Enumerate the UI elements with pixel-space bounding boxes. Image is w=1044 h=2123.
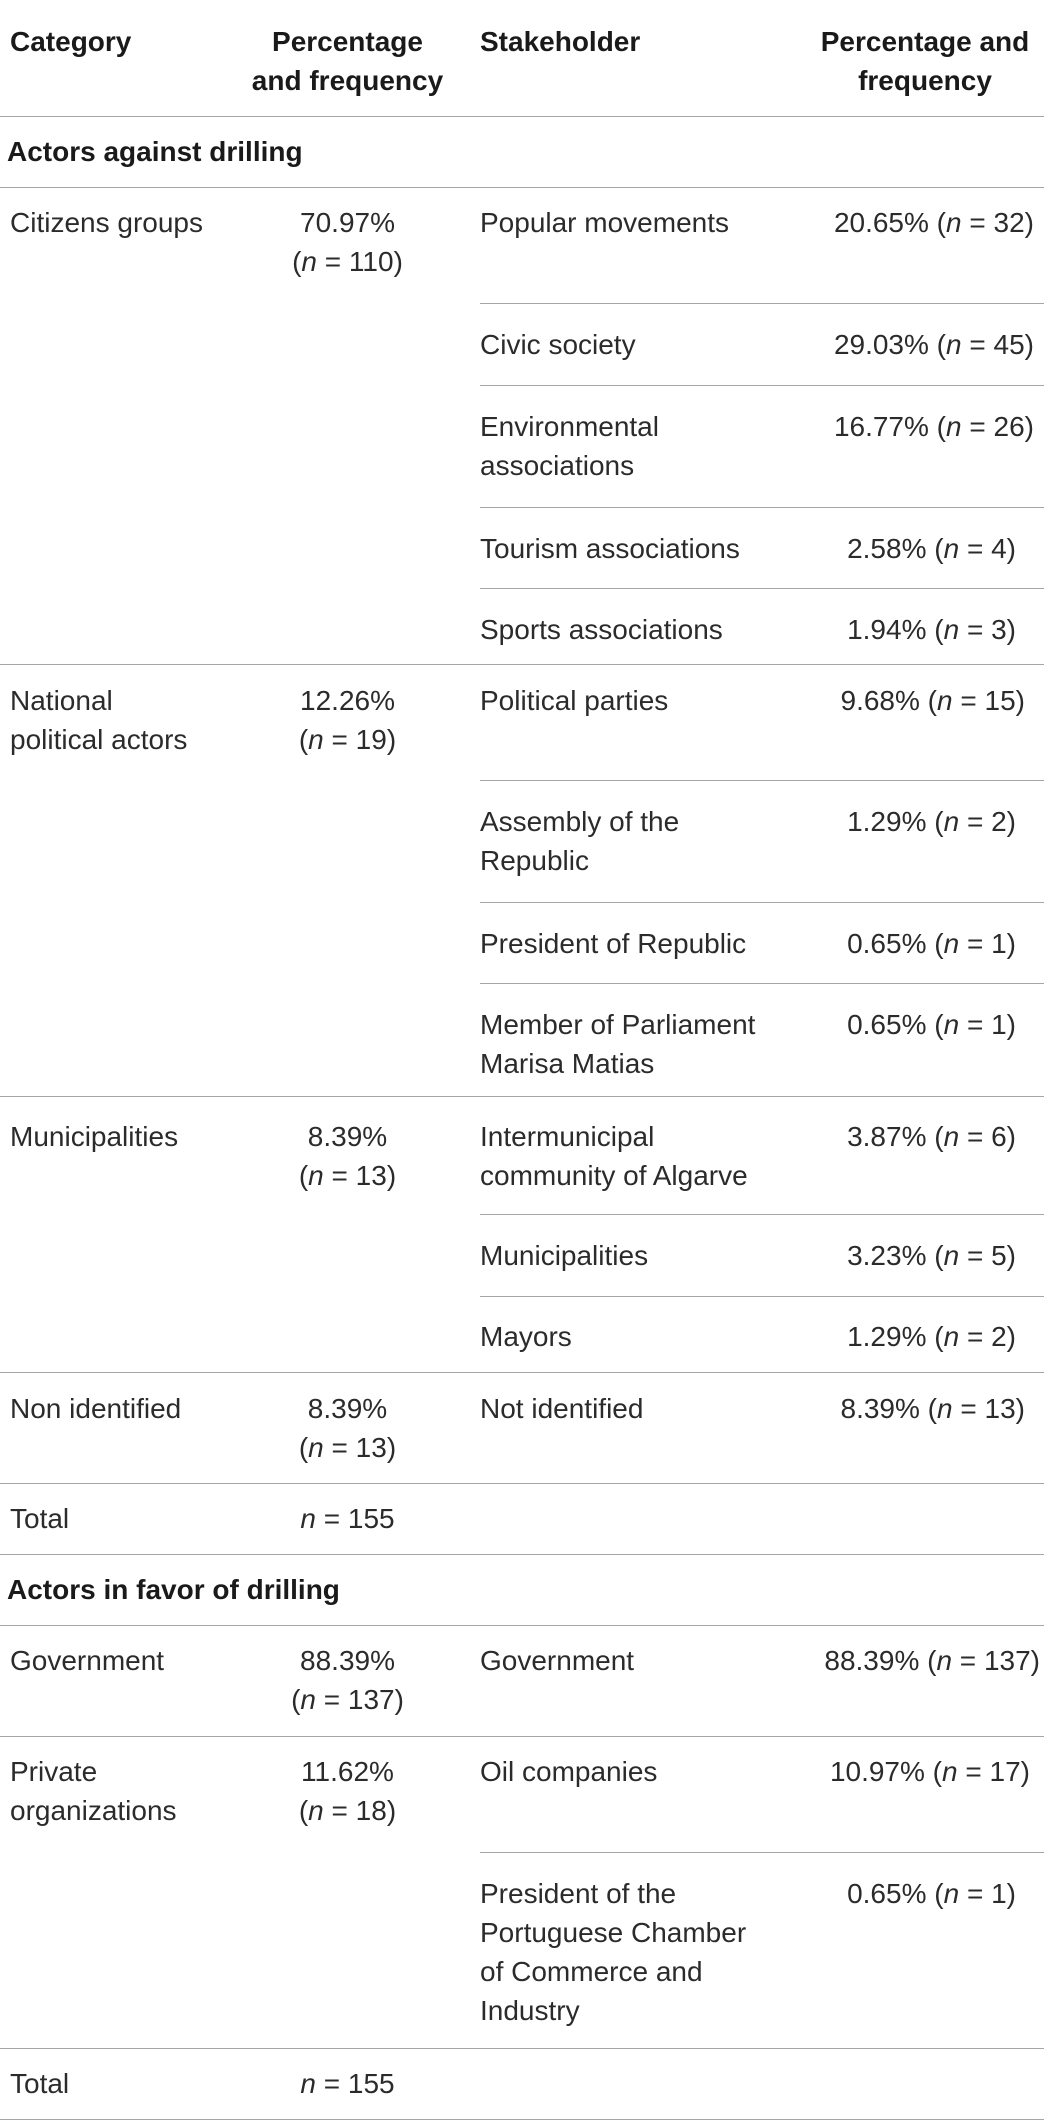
total-against-n: n = 155 <box>300 1503 395 1534</box>
rule-intermunicipal <box>480 1214 1044 1215</box>
stakeholder-mayors-pct: 1.29% (n = 2) <box>847 1321 1016 1352</box>
stakeholder-tourism-pct: 2.58% (n = 4) <box>847 533 1016 564</box>
rule-oil <box>480 1852 1044 1853</box>
stakeholder-mayors: Mayors <box>480 1321 572 1352</box>
category-national: National political actors <box>10 685 188 755</box>
stakeholder-municipalities-pct: 3.23% (n = 5) <box>847 1240 1016 1271</box>
stakeholder-chamber-pct: 0.65% (n = 1) <box>847 1878 1016 1909</box>
stakeholder-president: President of Republic <box>480 928 747 959</box>
category-citizens: Citizens groups <box>10 207 203 238</box>
stakeholder-environmental-pct: 16.77% (n = 26) <box>833 411 1034 442</box>
rule-bottom <box>0 2119 1044 2120</box>
stakeholder-oil: Oil companies <box>480 1756 658 1787</box>
stakeholder-environmental: Environmental associations <box>480 411 659 481</box>
total-favor-n: n = 155 <box>300 2068 395 2099</box>
stakeholder-assembly-pct: 1.29% (n = 2) <box>847 806 1016 837</box>
stakeholder-civic-pct: 29.03% (n = 45) <box>833 329 1034 360</box>
stakeholder-government: Government <box>480 1645 635 1676</box>
stakeholder-notid: Not identified <box>480 1393 644 1424</box>
stakeholder-oil-pct: 10.97% (n = 17) <box>829 1756 1030 1787</box>
stakeholder-sports: Sports associations <box>480 614 723 645</box>
category-municipalities-pct: 8.39% (n = 13) <box>298 1121 397 1191</box>
rule-section-favor <box>0 1625 1044 1626</box>
rule-section-against <box>0 187 1044 188</box>
rule-national-group <box>0 1096 1044 1097</box>
rule-citizens-group <box>0 664 1044 665</box>
rule-muni <box>480 1296 1044 1297</box>
header-percentage-frequency: Percentage and frequency <box>251 26 444 96</box>
section-favor-title: Actors in favor of drilling <box>7 1574 340 1605</box>
total-favor: Total <box>10 2068 70 2099</box>
stakeholder-member: Member of Parliament Marisa Matias <box>480 1009 756 1079</box>
header-category: Category <box>10 26 132 57</box>
category-private: Private organizations <box>10 1756 177 1826</box>
total-against: Total <box>10 1503 70 1534</box>
stakeholder-member-pct: 0.65% (n = 1) <box>847 1009 1016 1040</box>
stakeholder-assembly: Assembly of the Republic <box>480 806 680 876</box>
category-municipalities: Municipalities <box>10 1121 179 1152</box>
rule-assembly <box>480 902 1044 903</box>
stakeholder-president-pct: 0.65% (n = 1) <box>847 928 1016 959</box>
rule-muni-group <box>0 1372 1044 1373</box>
stakeholder-sports-pct: 1.94% (n = 3) <box>847 614 1016 645</box>
stakeholder-chamber: President of the Portuguese Chamber of Commerce and Industry <box>480 1878 747 2026</box>
rule-tourism <box>480 588 1044 589</box>
rule-private-group <box>0 2048 1044 2049</box>
rule-top-header <box>0 116 1044 117</box>
category-nonid-pct: 8.39% (n = 13) <box>298 1393 397 1463</box>
category-private-pct: 11.62% (n = 18) <box>298 1756 397 1826</box>
stakeholder-notid-pct: 8.39% (n = 13) <box>840 1393 1025 1424</box>
header-percentage-frequency-2: Percentage and frequency <box>820 26 1030 96</box>
rule-total1 <box>0 1554 1044 1555</box>
category-national-pct: 12.26% (n = 19) <box>298 685 397 755</box>
category-government: Government <box>10 1645 165 1676</box>
stakeholder-government-pct: 88.39% (n = 137) <box>824 1645 1040 1676</box>
stakeholder-tourism: Tourism associations <box>480 533 740 564</box>
stakeholder-parties: Political parties <box>480 685 669 716</box>
stakeholder-popular: Popular movements <box>480 207 730 238</box>
rule-environmental <box>480 507 1044 508</box>
category-government-pct: 88.39% (n = 137) <box>291 1645 404 1715</box>
stakeholder-parties-pct: 9.68% (n = 15) <box>840 685 1025 716</box>
stakeholder-popular-pct: 20.65% (n = 32) <box>833 207 1034 238</box>
stakeholder-intermunicipal: Intermunicipal community of Algarve <box>480 1121 748 1191</box>
header-stakeholder: Stakeholder <box>480 26 641 57</box>
stakeholder-municipalities: Municipalities <box>480 1240 649 1271</box>
rule-popular <box>480 303 1044 304</box>
stakeholder-civic: Civic society <box>480 329 636 360</box>
stakeholder-intermunicipal-pct: 3.87% (n = 6) <box>847 1121 1016 1152</box>
rule-parties <box>480 780 1044 781</box>
category-citizens-pct: 70.97% (n = 110) <box>292 207 403 277</box>
section-against-title: Actors against drilling <box>7 136 303 167</box>
rule-nonid <box>0 1483 1044 1484</box>
rule-president <box>480 983 1044 984</box>
category-nonid: Non identified <box>10 1393 182 1424</box>
rule-civic <box>480 385 1044 386</box>
rule-government <box>0 1736 1044 1737</box>
